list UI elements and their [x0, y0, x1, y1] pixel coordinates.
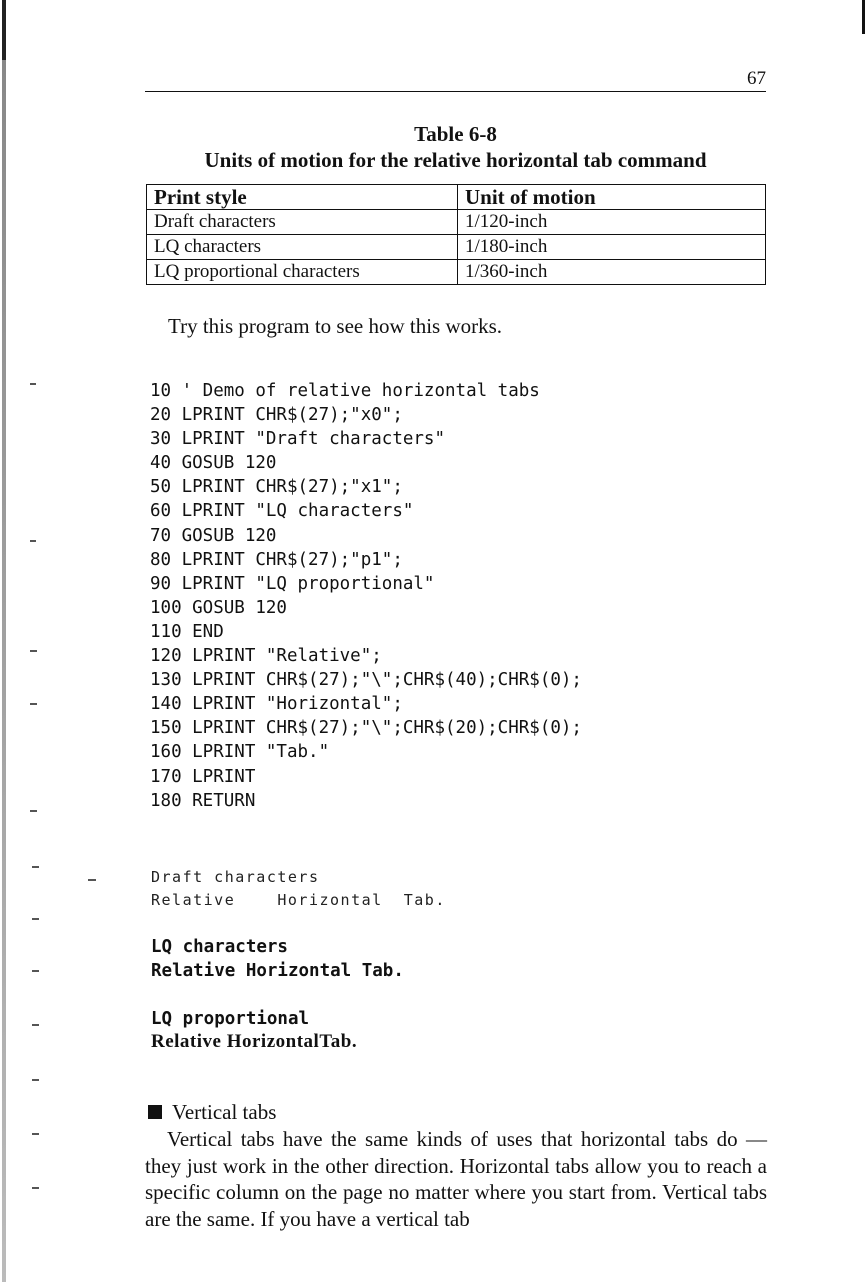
- margin-tick: [32, 918, 39, 920]
- unit-cell: 1/360-inch: [458, 260, 766, 285]
- code-line: 40 GOSUB 120: [150, 453, 277, 474]
- header-rule: [145, 91, 766, 92]
- code-line: 10 ' Demo of relative horizontal tabs: [150, 381, 540, 401]
- margin-tick: [30, 383, 36, 385]
- unit-cell: 1/120-inch: [458, 210, 766, 235]
- code-line: 20 LPRINT CHR$(27);"x0";: [150, 405, 403, 426]
- header-unit-of-motion: Unit of motion: [458, 185, 766, 210]
- table-row: [147, 260, 766, 285]
- code-line: 110 END: [150, 621, 224, 642]
- page-spine-shadow: [2, 0, 6, 1282]
- draft-output-title: Draft characters: [151, 868, 320, 886]
- table-subtitle: Units of motion for the relative horizontal tab command: [204, 148, 707, 172]
- table-row: [147, 235, 766, 260]
- margin-tick: [88, 879, 96, 881]
- draft-output-line: Relative Horizontal Tab.: [151, 891, 446, 909]
- code-line: 120 LPRINT "Relative";: [150, 646, 382, 667]
- margin-tick: [32, 1024, 39, 1026]
- header-print-style: Print style: [147, 185, 458, 210]
- proportional-output-line: Relative HorizontalTab.: [151, 1031, 358, 1052]
- table-header-row: [147, 185, 766, 210]
- margin-tick: [32, 866, 39, 868]
- code-line: 70 GOSUB 120: [150, 525, 277, 546]
- section-paragraph: [145, 1126, 767, 1232]
- margin-tick: [32, 970, 39, 972]
- lq-output-title: LQ characters: [151, 937, 288, 957]
- code-line: 130 LPRINT CHR$(27);"\";CHR$(40);CHR$(0);: [150, 670, 582, 691]
- unit-cell: 1/180-inch: [458, 235, 766, 260]
- margin-tick: [30, 650, 37, 652]
- table-row: [147, 210, 766, 235]
- code-line: 60 LPRINT "LQ characters": [150, 501, 414, 522]
- section-heading: [148, 1100, 276, 1125]
- margin-tick: [32, 1187, 39, 1189]
- proportional-output-title: LQ proportional: [151, 1009, 310, 1029]
- print-style-cell: Draft characters: [147, 210, 458, 235]
- code-line: 50 LPRINT CHR$(27);"x1";: [150, 477, 403, 498]
- scan-margin: [0, 0, 40, 1282]
- code-line: 80 LPRINT CHR$(27);"p1";: [150, 549, 403, 570]
- print-style-cell: LQ characters: [147, 235, 458, 260]
- table-title: Table 6-8: [414, 122, 497, 146]
- section-heading-text: Vertical tabs: [172, 1100, 277, 1124]
- code-line: 90 LPRINT "LQ proportional": [150, 573, 435, 594]
- bullet-square-icon: [148, 1105, 162, 1119]
- margin-tick: [30, 540, 36, 542]
- section-paragraph-text: Vertical tabs have the same kinds of uses that horizontal tabs do — they just work in the other direction. Horizontal tabs allow you to reach a specific column on the page no matter where you start from. Vertical tabs are the same. If you have a vertical tab: [145, 1127, 767, 1231]
- code-line: 30 LPRINT "Draft characters": [150, 429, 446, 450]
- code-line: 160 LPRINT "Tab.": [150, 742, 330, 763]
- intro-text: Try this program to see how this works.: [168, 314, 503, 338]
- code-line: 100 GOSUB 120: [150, 597, 287, 618]
- page-number: 67: [747, 68, 766, 89]
- scan-edge-mark: [862, 0, 865, 34]
- margin-tick: [32, 1079, 39, 1081]
- margin-tick: [32, 1133, 39, 1135]
- code-line: 150 LPRINT CHR$(27);"\";CHR$(20);CHR$(0);: [150, 718, 582, 739]
- code-line: 170 LPRINT: [150, 766, 256, 787]
- margin-tick: [30, 703, 37, 705]
- basic-program-listing: [150, 379, 582, 813]
- code-line: 180 RETURN: [150, 790, 256, 811]
- code-line: 140 LPRINT "Horizontal";: [150, 694, 403, 715]
- units-of-motion-table: [146, 184, 766, 285]
- margin-tick: [30, 810, 37, 812]
- print-style-cell: LQ proportional characters: [147, 260, 458, 285]
- lq-output-line: Relative Horizontal Tab.: [151, 961, 404, 981]
